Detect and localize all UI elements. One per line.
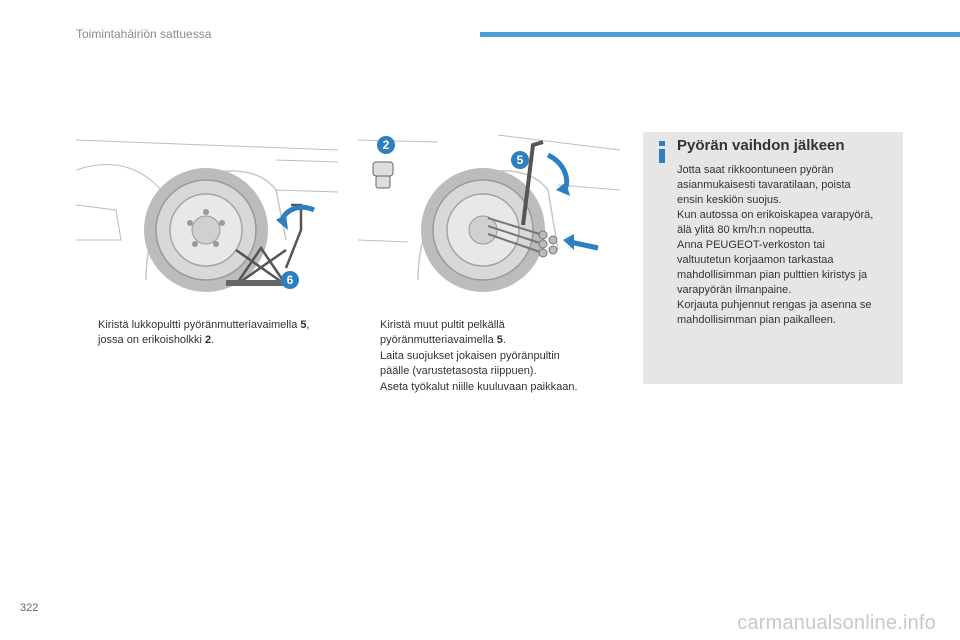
info-box [643, 132, 903, 384]
list-item: Aseta työkalut niille kuuluvaan paikkaan. [380, 381, 578, 393]
list-item: Kiristä lukkopultti pyöränmutteriavaimella 5, jossa on erikoisholkki 2. [98, 319, 310, 346]
info-body: Jotta saat rikkoontuneen pyörän asianmukaisesti tavaratilaan, poista ensin keskiön suojus. Kun autossa on erikoiskapea varapyörä, älä ylitä 80 km/h:n nopeutta. Anna PEUGEOT-verkoston tai valtuutetun korjaamon tarkastaa mahdollisimman pian pulttien kiristys ja varapyörän ilmanpaine. Korjauta puhjennut rengas ja asenna se mahdollisimman pian paikalleen. [677, 164, 874, 326]
page-header-title: Toimintahäiriön sattuessa [76, 27, 212, 41]
callout-2: 2 [382, 138, 390, 152]
info-icon [656, 141, 668, 163]
steps-right [358, 318, 618, 396]
illustration-wheel-bolts [358, 130, 620, 300]
list-item: Kiristä muut pultit pelkällä pyöränmutteriavaimella 5. [380, 319, 506, 346]
list-item: Laita suojukset jokaisen pyöränpultin päälle (varustetasosta riippuen). [380, 350, 560, 377]
illustration-jack-wheel [76, 130, 338, 300]
callout-5: 5 [516, 153, 524, 167]
watermark: carmanualsonline.info [737, 612, 936, 634]
callout-6: 6 [286, 273, 294, 287]
info-title: Pyörän vaihdon jälkeen [677, 137, 845, 154]
page-number: 322 [20, 602, 39, 614]
header-accent-bar [480, 32, 960, 37]
steps-left [76, 318, 346, 349]
